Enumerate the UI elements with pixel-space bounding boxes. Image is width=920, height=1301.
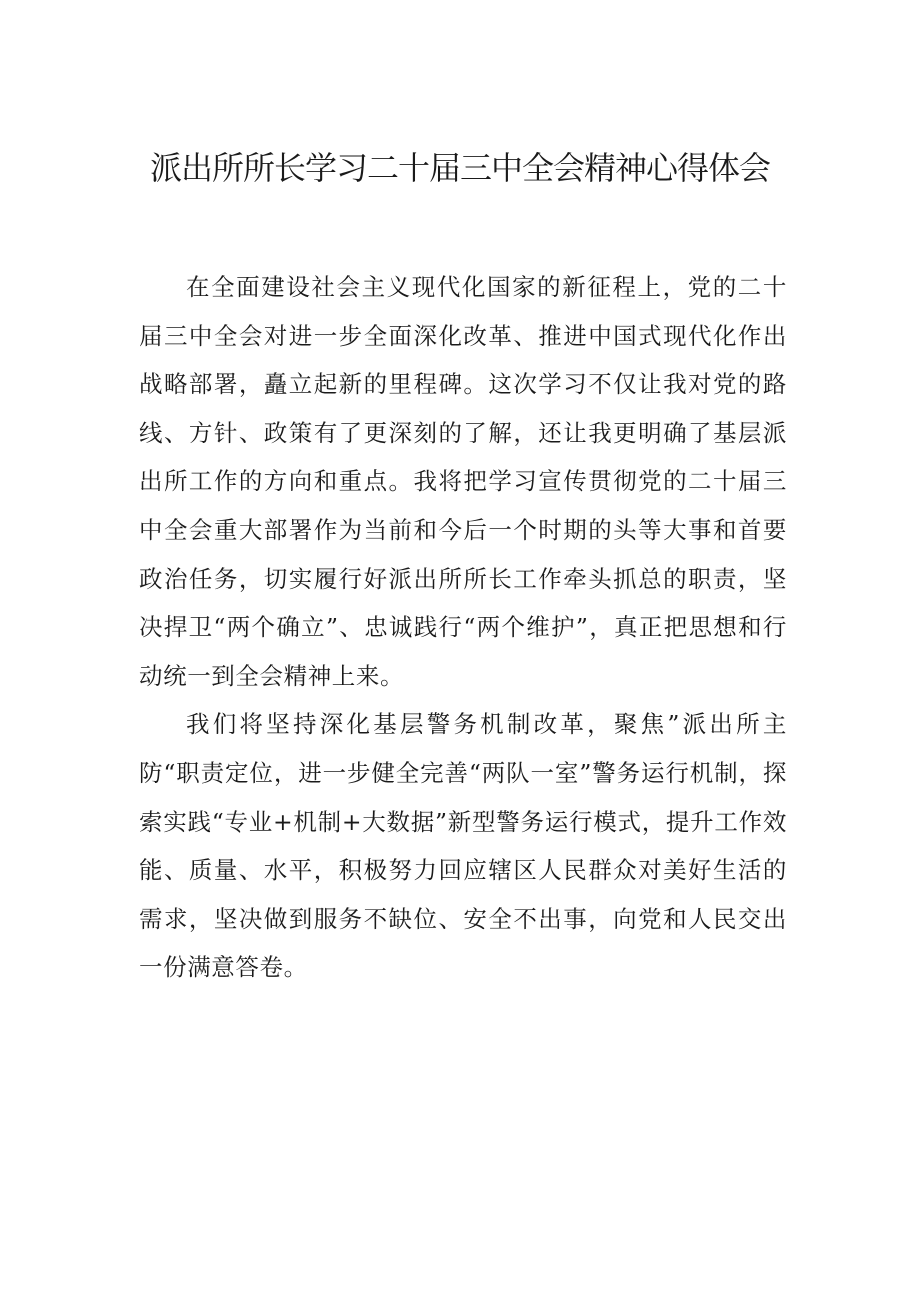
document-body — [139, 263, 787, 992]
paragraph-1: 在全面建设社会主义现代化国家的新征程上，党的二十届三中全会对进一步全面深化改革、推进中国式现代化作出战略部署，矗立起新的里程碑。这次学习不仅让我对党的路线、方针、政策有了更深刻的了解，还让我更明确了基层派出所工作的方向和重点。我将把学习宣传贯彻党的二十届三中全会重大部署作为当前和今后一个时期的头等大事和首要政治任务，切实履行好派出所所长工作牵头抓总的职责，坚决捍卫“两个确立”、忠诚践行“两个维护”，真正把思想和行动统一到全会精神上来。 — [139, 273, 787, 690]
paragraph-2: 我们将坚持深化基层警务机制改革，聚焦”派出所主防“职责定位，进一步健全完善“两队一室”警务运行机制，探索实践“专业+机制+大数据”新型警务运行模式，提升工作效能、质量、水平，积极努力回应辖区人民群众对美好生活的需求，坚决做到服务不缺位、安全不出事，向党和人民交出一份满意答卷。 — [139, 710, 787, 982]
document-title: 派出所所长学习二十届三中全会精神心得体会 — [149, 149, 770, 187]
